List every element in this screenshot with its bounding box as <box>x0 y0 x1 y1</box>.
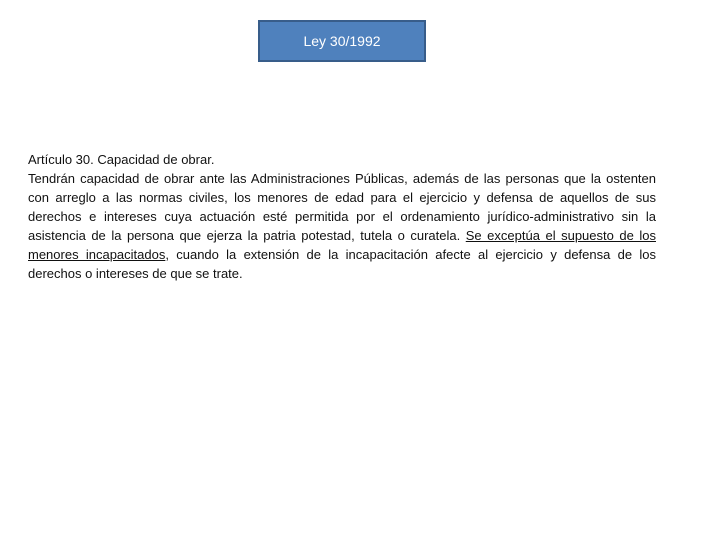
article-body-end: , cuando la extensión de la incapacitación afecte al ejercicio y defensa de los derechos o intereses de que se trate. <box>28 247 656 281</box>
article-text <box>28 150 656 283</box>
article-heading: Artículo 30. Capacidad de obrar. <box>28 152 215 167</box>
slide-title: Ley 30/1992 <box>303 33 381 49</box>
article-body <box>28 169 656 283</box>
article-body-exception: Se exceptúa el supuesto de los menores incapacitados <box>28 228 656 262</box>
article-body-intro: Tendrán capacidad de obrar ante las Administraciones Públicas, además de las personas que la ostenten con arreglo a las normas civiles, los menores de edad para el ejercicio y defensa de aquellos de sus derechos e intereses cuya actuación esté permitida por el ordenamiento jurídico-administrativo sin la asistencia de la persona que ejerza la patria potestad, tutela o curatela. <box>28 171 656 243</box>
title-box <box>258 20 426 62</box>
